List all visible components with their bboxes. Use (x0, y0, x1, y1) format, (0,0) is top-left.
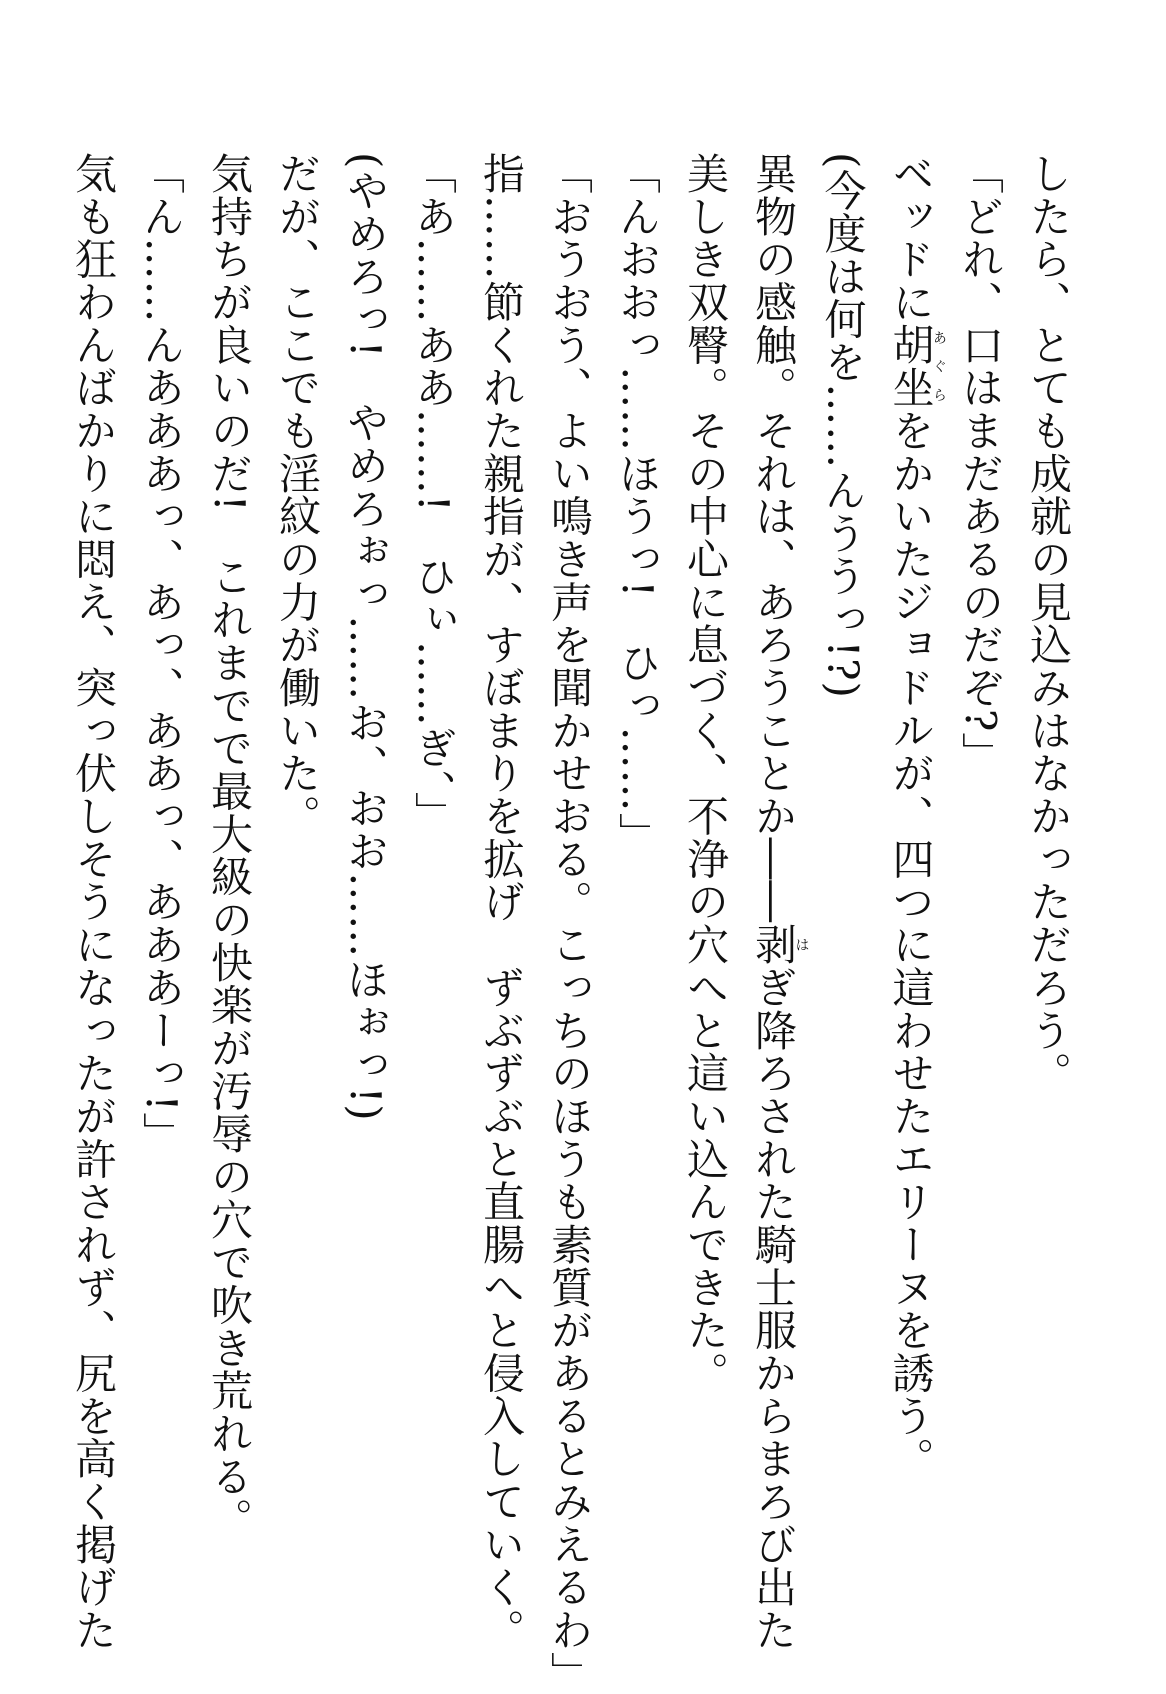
text-line-7: 「んおおっ……ほうっ! ひっ……」 (613, 152, 662, 856)
text-line-3-part-1: ベッドに (886, 152, 936, 324)
text-line-5 (739, 152, 810, 1652)
text-line-8: 「おうおう、よい鳴き声を聞かせおる。こっちのほうも素質があるとみえるわ」 (545, 152, 594, 1694)
ruby-hagi-reading: は (793, 923, 810, 966)
text-line-12: だが、ここでも淫紋の力が働いた。 (273, 152, 322, 838)
text-line-10: 「あ……ああ……! ひぃ……ぎ、」 (409, 152, 458, 835)
ruby-agura (886, 323, 947, 410)
text-line-6: 美しき双臀。その中心に息づく、不浄の穴へと這い込んできた。 (681, 152, 730, 1395)
text-line-5-part-2: ぎ降ろされた騎士服からまろび出た (749, 965, 798, 1652)
text-line-1: したら、とても成就の見込みはなかっただろう。 (1024, 152, 1073, 1095)
text-line-14: 「ん……んあああっ、あっ、ああっ、あああーっ!」 (137, 152, 186, 1156)
text-line-9: 指……節くれた親指が、すぼまりを拡げ ずぶずぶと直腸へと侵入していく。 (477, 152, 526, 1652)
text-line-13: 気持ちが良いのだ! これまでで最大級の快楽が汚辱の穴で吹き荒れる。 (205, 152, 254, 1541)
ruby-agura-reading: あぐら (931, 323, 947, 410)
vertical-text-body (59, 152, 1082, 1694)
ruby-hagi-base: 剥 (749, 923, 798, 966)
text-line-11: (やめろっ! やめろぉっ……お、おお……ほぉっ!) (341, 152, 390, 1122)
ruby-agura-base: 胡坐 (886, 323, 936, 410)
text-line-2: 「どれ、口はまだあるのだぞ?」 (956, 152, 1005, 776)
text-line-15: 気も狂わんばかりに悶え、突っ伏しそうになったが許されず、尻を高く掲げた (69, 152, 118, 1652)
text-line-3 (877, 152, 947, 1582)
text-line-4: (今度は何を……んううっ!?) (818, 152, 868, 699)
text-line-5-part-1: 異物の感触。それは、あろうことか―― (749, 152, 798, 924)
ruby-hagi (749, 923, 810, 966)
text-line-3-part-2: をかいたジョドルが、四つに這わせたエリーヌを誘う。 (886, 409, 936, 1481)
